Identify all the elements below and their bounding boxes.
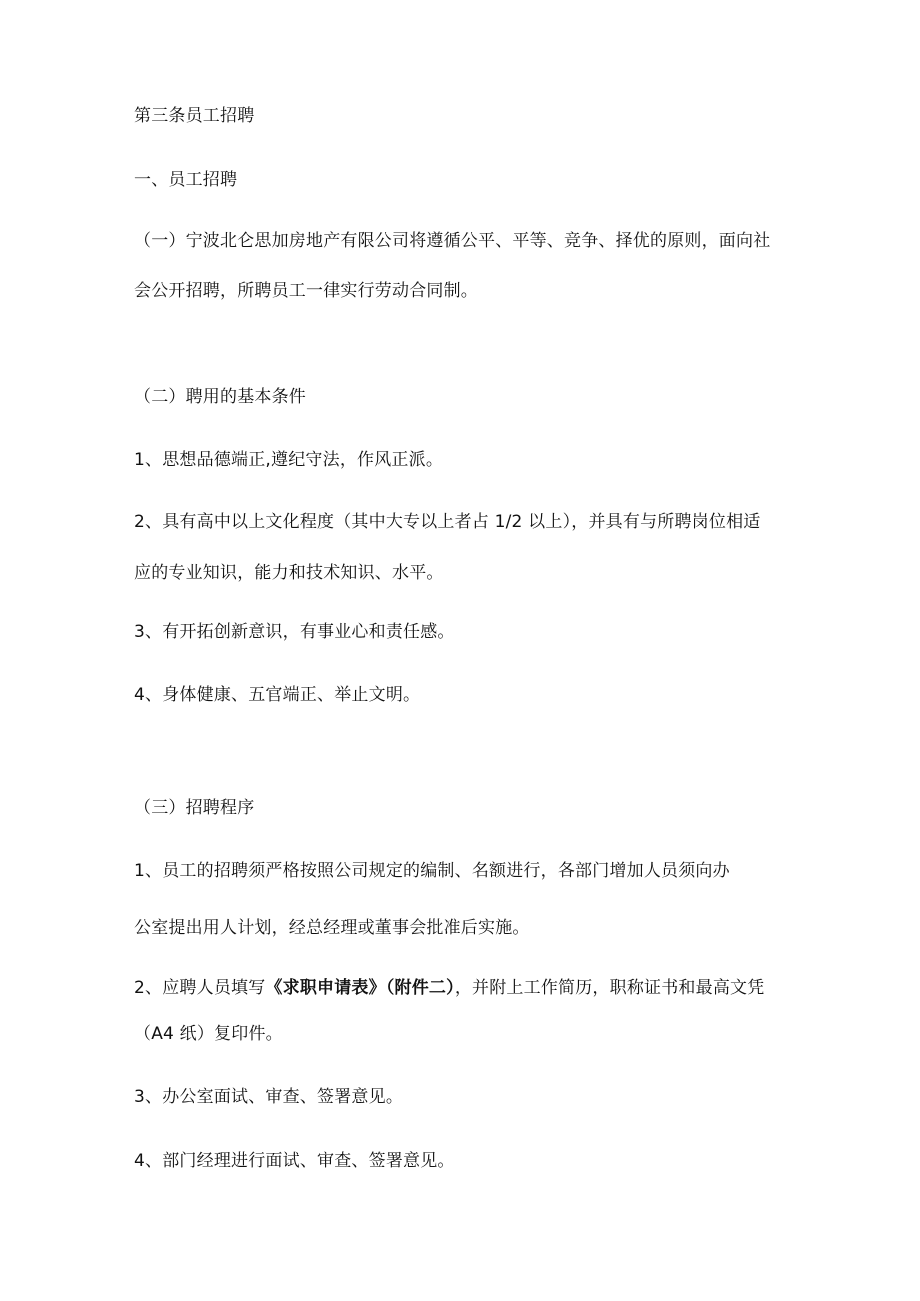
procedure-item-4: 4、部门经理进行面试、审查、签署意见。 (134, 1151, 455, 1171)
condition-item-2-line-2: 应的专业知识，能力和技术知识、水平。 (134, 563, 444, 583)
condition-item-3: 3、有开拓创新意识，有事业心和责任感。 (134, 622, 455, 642)
subsection-heading-2: （二）聘用的基本条件 (134, 387, 306, 407)
application-form-reference: 《求职申请表》（附件二） (265, 978, 455, 998)
condition-item-1: 1、思想品德端正,遵纪守法，作风正派。 (134, 450, 444, 470)
procedure-item-2-line-1 (134, 976, 764, 1000)
condition-item-2-line-1: 2、具有高中以上文化程度（其中大专以上者占 1/2 以上），并具有与所聘岗位相适 (134, 512, 761, 532)
procedure-item-1-line-2: 公室提出用人计划，经总经理或董事会批准后实施。 (134, 918, 530, 938)
procedure-item-1-line-1: 1、员工的招聘须严格按照公司规定的编制、名额进行，各部门增加人员须向办 (134, 861, 730, 881)
section-heading-1: 一、员工招聘 (134, 170, 238, 190)
article-title: 第三条员工招聘 (134, 106, 255, 126)
procedure-item-3: 3、办公室面试、审查、签署意见。 (134, 1087, 404, 1107)
condition-item-4: 4、身体健康、五官端正、举止文明。 (134, 685, 421, 705)
procedure-item-2-line-2: （A4 纸）复印件。 (134, 1024, 283, 1044)
procedure-item-2-suffix: ，并附上工作简历，职称证书和最高文凭 (454, 978, 765, 998)
procedure-item-2-prefix: 2、应聘人员填写 (134, 978, 266, 998)
paragraph-1-line-2: 会公开招聘，所聘员工一律实行劳动合同制。 (134, 281, 478, 301)
paragraph-1-line-1: （一）宁波北仑思加房地产有限公司将遵循公平、平等、竞争、择优的原则，面向社 (134, 231, 771, 251)
subsection-heading-3: （三）招聘程序 (134, 798, 255, 818)
